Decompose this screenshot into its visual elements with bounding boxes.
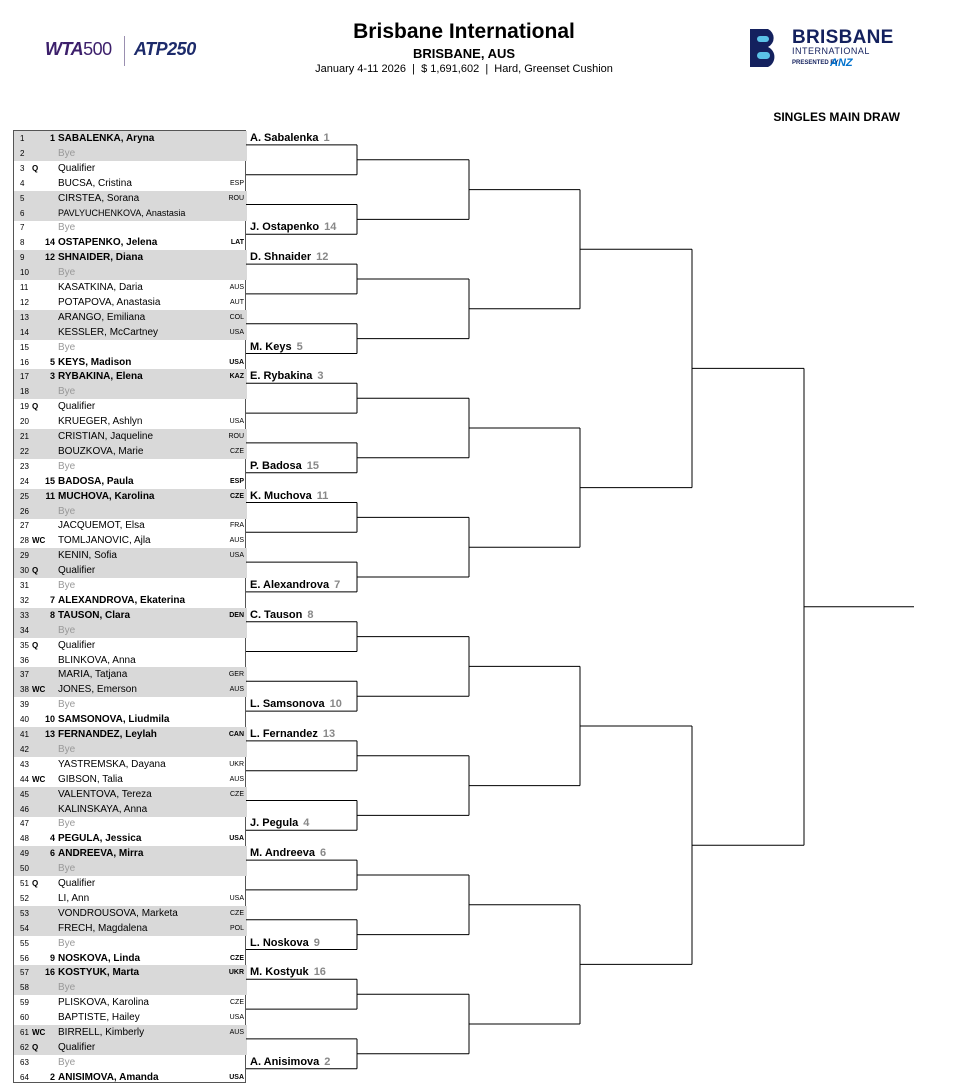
round-2-player-name: J. Ostapenko [250,221,320,234]
round-2-player-name: C. Tauson [250,608,303,621]
entry-number: 56 [20,953,29,963]
entry-number: 39 [20,700,29,710]
entry-tag: Q [32,163,39,173]
entry-tag: Q [32,566,39,576]
entry-number: 44 [20,774,29,784]
entry-number: 18 [20,387,29,397]
player-name: VALENTOVA, Tereza [58,788,152,800]
entry-seed: 3 [49,371,55,382]
entry-number: 34 [20,625,29,635]
player-nationality: CZE [230,447,244,455]
player-name: Bye [58,505,76,517]
player-name: KRUEGER, Ashlyn [58,416,143,428]
draw-label: SINGLES MAIN DRAW [773,110,900,124]
player-name: Bye [58,818,76,830]
anz-sponsor-logo: ANZ [830,57,853,69]
entry-number: 55 [20,938,29,948]
player-name: Bye [58,386,76,398]
entry-number: 3 [20,163,25,173]
entry-number: 50 [20,864,29,874]
entry-number: 15 [20,342,29,352]
player-name: BLINKOVA, Anna [58,654,136,666]
entry-number: 12 [20,297,29,307]
player-name: ANISIMOVA, Amanda [58,1071,159,1083]
round-2-player-seed: 15 [306,459,320,472]
player-name: BADOSA, Paula [58,475,134,487]
player-nationality: AUS [229,1029,244,1036]
entry-seed: 4 [49,833,55,844]
player-nationality: UKR [229,760,244,768]
round-2-player-seed: 6 [320,847,327,860]
entry-number: 23 [20,461,29,471]
tournament-details: January 4-11 2026 | $ 1,691,602 | Hard, Greenset Cushion [315,63,613,75]
round-2-player-seed: 3 [317,370,324,383]
entry-number: 41 [20,730,29,739]
entry-number: 1 [20,134,25,143]
round-2-player-name: A. Sabalenka [250,131,319,144]
entry-number: 61 [20,1028,29,1037]
player-name: GIBSON, Talia [58,773,123,785]
entry-seed: 1 [49,133,55,143]
round-2-player-name: M. Andreeva [250,847,316,860]
player-name: Bye [58,580,76,591]
player-nationality: AUS [229,284,244,291]
round-2-player-seed: 7 [334,578,341,591]
brand-name: BRISBANE [792,27,894,48]
entry-seed: 8 [49,609,55,620]
entry-number: 19 [20,402,29,412]
player-nationality: USA [229,894,244,902]
entry-number: 49 [20,849,29,859]
player-name: Bye [58,699,76,711]
entry-number: 4 [20,178,25,188]
round-2-player-name: D. Shnaider [250,251,312,264]
player-name: KASATKINA, Daria [58,282,143,293]
player-nationality: CZE [230,909,244,917]
player-name: Bye [58,1056,76,1068]
round-2-player-seed: 10 [329,698,342,711]
player-nationality: ROU [228,194,244,202]
entry-seed: 16 [44,967,55,978]
player-name: ANDREEVA, Mirra [58,848,144,860]
player-nationality: USA [229,358,244,366]
player-nationality: USA [229,328,244,336]
round-2-player-seed: 5 [296,340,303,353]
round-2-player-name: L. Samsonova [250,698,325,711]
entry-number: 21 [20,432,29,441]
player-name: KEYS, Madison [58,356,132,368]
player-name: LI, Ann [58,892,90,904]
entry-number: 46 [20,804,29,814]
player-name: BOUZKOVA, Marie [58,445,144,457]
player-name: Bye [58,222,76,234]
player-name: MARIA, Tatjana [58,669,128,681]
player-name: Bye [58,267,76,279]
player-name: SAMSONOVA, Liudmila [58,714,170,726]
player-nationality: COL [229,313,244,321]
player-nationality: UKR [228,969,244,977]
entry-seed: 9 [49,952,55,963]
brand-presented-by: PRESENTED BY [792,60,839,66]
tournament-location: BRISBANE, AUS [412,46,516,61]
entry-tag: WC [32,685,46,695]
player-nationality: AUS [229,537,244,545]
entry-tag: WC [32,1028,46,1037]
entry-number: 31 [20,581,29,590]
entry-tag: Q [32,1042,39,1052]
entry-number: 5 [20,193,25,203]
player-name: VONDROUSOVA, Marketa [58,907,178,919]
entry-tag: WC [32,536,46,546]
round-2-player-seed: 11 [316,489,329,502]
player-name: NOSKOVA, Linda [58,952,141,964]
entry-number: 22 [20,446,29,456]
player-name: KALINSKAYA, Anna [58,803,148,815]
entry-number: 58 [20,983,29,993]
entry-tag: Q [32,879,39,888]
entry-number: 45 [20,789,29,799]
player-name: BUCSA, Cristina [58,177,132,189]
round-2-player-seed: 8 [307,608,314,621]
player-name: YASTREMSKA, Dayana [58,758,166,770]
entry-seed: 14 [44,237,55,248]
entry-number: 9 [20,253,25,263]
player-nationality: AUS [229,686,244,694]
entry-number: 48 [20,834,29,844]
entry-number: 16 [20,357,29,367]
entry-seed: 13 [44,729,55,739]
round-2-player-name: L. Fernandez [250,727,318,740]
round-2-player-name: E. Alexandrova [250,578,330,591]
round-2-player-name: J. Pegula [250,817,299,830]
entry-number: 53 [20,908,29,918]
round-2-player-seed: 14 [324,221,337,234]
player-name: Bye [58,863,76,875]
entry-seed: 15 [44,475,55,486]
entry-number: 62 [20,1042,29,1052]
entry-number: 30 [20,566,29,576]
player-nationality: CAN [228,731,244,738]
player-name: Bye [58,147,76,159]
player-nationality: CZE [230,954,244,962]
entry-number: 43 [20,759,29,769]
player-nationality: GER [228,671,244,679]
player-name: CIRSTEA, Sorana [58,192,140,204]
entry-number: 47 [20,819,29,829]
player-name: Qualifier [58,1041,96,1053]
round-2-player-seed: 4 [303,817,310,830]
player-name: PAVLYUCHENKOVA, Anastasia [58,207,186,218]
player-name: FERNANDEZ, Leylah [58,729,157,740]
player-nationality: CZE [230,790,244,798]
player-name: CRISTIAN, Jaqueline [58,431,154,442]
player-nationality: POL [229,924,244,932]
entry-number: 25 [20,491,29,501]
player-nationality: ESP [229,477,244,485]
player-name: FRECH, Magdalena [58,922,148,934]
entry-number: 28 [20,536,29,546]
round-2-player-seed: 9 [313,936,320,949]
round-2-player-name: E. Rybakina [250,370,313,383]
atp-250-logo: ATP250 [134,39,196,59]
player-name: BAPTISTE, Hailey [58,1012,140,1024]
player-nationality: AUS [229,775,244,783]
player-name: RYBAKINA, Elena [58,371,143,383]
player-name: Bye [58,624,76,636]
player-name: TOMLJANOVIC, Ajla [58,535,151,547]
player-name: KOSTYUK, Marta [58,967,140,979]
entry-number: 14 [20,327,29,337]
entry-tag: Q [32,640,39,650]
player-nationality: KAZ [229,373,244,381]
player-nationality: USA [229,835,244,843]
player-name: Bye [58,341,76,353]
entry-seed: 10 [44,714,55,725]
round-2-player-name: K. Muchova [250,489,312,502]
entry-number: 52 [20,893,29,903]
wta-500-logo: WTA500 [45,39,112,59]
round-2-player-seed: 13 [322,727,336,740]
entry-number: 11 [20,283,29,292]
round-2-player-name: A. Anisimova [250,1055,320,1068]
entry-number: 27 [20,521,29,531]
round-2-player-name: L. Noskova [250,936,309,949]
tournament-title: Brisbane International [353,20,575,43]
entry-seed: 2 [49,1071,55,1082]
player-name: Bye [58,982,76,994]
player-name: PLISKOVA, Karolina [58,997,149,1009]
entry-number: 38 [20,685,29,695]
player-name: Bye [58,460,76,472]
round-2-player-name: M. Kostyuk [250,966,309,979]
player-nationality: CZE [230,999,244,1007]
entry-number: 42 [20,744,29,754]
entry-number: 36 [20,655,29,665]
entry-number: 59 [20,998,29,1008]
entry-number: 54 [20,923,29,933]
player-nationality: USA [229,418,244,426]
player-name: Qualifier [58,878,96,889]
entry-number: 29 [20,551,29,561]
player-name: SHNAIDER, Diana [58,252,144,264]
entry-tag: Q [32,402,39,412]
entry-seed: 6 [49,848,55,859]
player-name: Bye [58,743,76,755]
round-2-player-seed: 12 [316,251,329,264]
entry-number: 40 [20,715,29,725]
entry-number: 17 [20,372,29,382]
player-name: JACQUEMOT, Elsa [58,520,145,532]
player-nationality: LAT [230,239,244,247]
player-name: BIRRELL, Kimberly [58,1027,145,1038]
entry-number: 10 [20,268,29,278]
player-nationality: FRA [230,522,244,530]
entry-number: 64 [20,1072,29,1082]
player-name: Qualifier [58,162,96,174]
player-nationality: CZE [230,492,244,500]
player-nationality: ROU [228,433,244,440]
entry-seed: 12 [44,252,55,263]
round-2-player-name: M. Keys [250,340,292,353]
entry-number: 37 [20,670,29,680]
player-name: KENIN, Sofia [58,550,117,562]
player-nationality: AUT [230,298,244,306]
player-name: KESSLER, McCartney [58,326,159,338]
player-nationality: ESP [229,179,244,187]
brand-subtitle: INTERNATIONAL [792,46,870,56]
player-nationality: USA [229,552,244,560]
entry-number: 35 [20,640,29,650]
round-2-player-seed: 2 [324,1055,331,1068]
player-name: TAUSON, Clara [58,609,131,621]
entry-number: 32 [20,595,29,605]
entry-number: 7 [20,223,25,233]
round-2-player-seed: 1 [323,131,330,144]
entry-seed: 5 [49,356,55,367]
player-name: Qualifier [58,639,96,651]
player-name: JONES, Emerson [58,684,137,696]
player-name: ALEXANDROVA, Ekaterina [58,594,186,606]
player-name: Qualifier [58,565,96,577]
entry-number: 63 [20,1057,29,1067]
player-name: Qualifier [58,401,96,413]
player-name: POTAPOVA, Anastasia [58,296,161,308]
entry-number: 2 [20,148,25,158]
player-name: ARANGO, Emiliana [58,311,146,323]
entry-number: 33 [20,610,29,620]
round-2-player-name: P. Badosa [250,459,302,472]
entry-tag: WC [32,774,46,784]
player-nationality: USA [229,1014,244,1022]
player-name: OSTAPENKO, Jelena [58,237,158,249]
player-name: MUCHOVA, Karolina [58,490,155,502]
entry-number: 57 [20,968,29,978]
entry-number: 24 [20,476,29,486]
player-nationality: DEN [229,611,244,619]
entry-number: 8 [20,238,25,248]
player-name: PEGULA, Jessica [58,833,142,845]
entry-number: 6 [20,208,25,218]
entry-number: 60 [20,1013,29,1023]
entry-number: 26 [20,506,29,516]
player-name: Bye [58,937,76,949]
entry-seed: 7 [49,594,55,605]
round-2-player-seed: 16 [313,966,326,979]
entry-number: 51 [20,879,29,888]
entry-seed: 11 [45,490,55,501]
entry-number: 20 [20,417,29,427]
entry-number: 13 [20,312,29,322]
player-nationality: USA [229,1073,244,1081]
player-name: SABALENKA, Aryna [58,133,155,144]
